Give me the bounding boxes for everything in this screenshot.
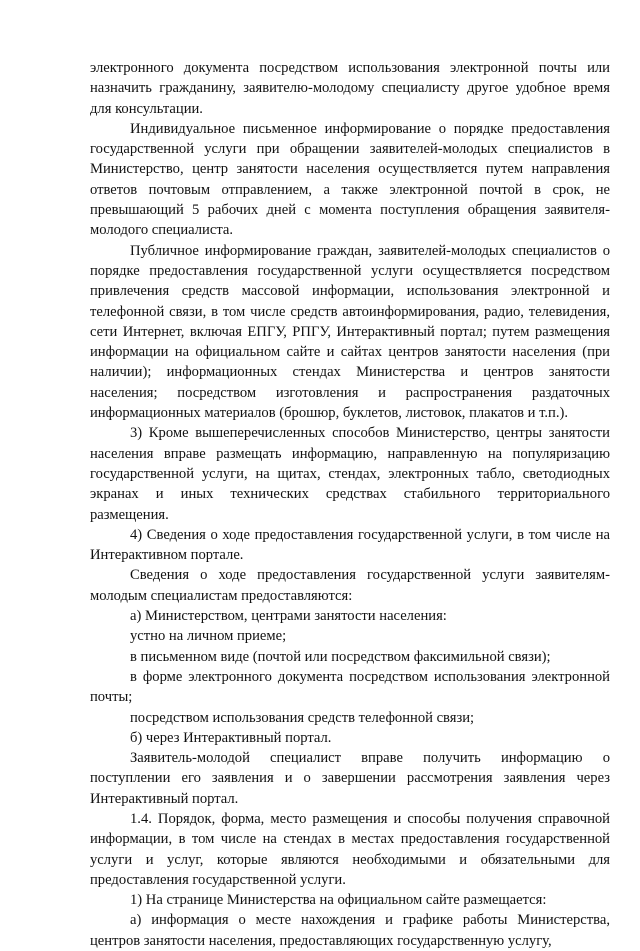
paragraph-item-1-site: 1) На странице Министерства на официальном сайте размещается: — [130, 892, 547, 909]
list-item-oral: устно на личном приеме; — [130, 628, 287, 645]
paragraph-continuation: электронного документа посредством использования электронной почты или назначить гражданину, заявителю-молодому специалисту другое удобное время для консультации. — [90, 60, 610, 117]
document-page — [90, 58, 610, 951]
paragraph-section-1-4: 1.4. Порядок, форма, место размещения и способы получения справочной информации, в том числе на стендах в местах предоставления государственной услуги и услуг, которые являются необходимыми и обязательными для предоставления государственной услуги. — [90, 810, 610, 888]
list-item-written: в письменном виде (почтой или посредством факсимильной связи); — [130, 648, 551, 665]
list-item-phone: посредством использования средств телефонной связи; — [130, 709, 475, 726]
paragraph-individual-written: Индивидуальное письменное информирование о порядке предоставления государственной услуги при обращении заявителей-молодых специалистов в Министерство, центр занятости населения осуществляется путем направления ответов почтовым отправлением, а также электронной почтой в срок, не превышающий 5 рабочих дней с момента поступления обращения заявителя-молодого специалиста. — [90, 120, 610, 239]
paragraph-applicant-right: Заявитель-молодой специалист вправе получить информацию о поступлении его заявления и о завершении рассмотрения заявления через Интерактивный портал. — [90, 750, 610, 807]
list-item-electronic: в форме электронного документа посредством использования электронной почты; — [90, 668, 610, 706]
paragraph-progress-info: Сведения о ходе предоставления государственной услуги заявителям-молодым специалистам предоставляются: — [90, 567, 610, 604]
paragraph-item-3: 3) Кроме вышеперечисленных способов Министерство, центры занятости населения вправе размещать информацию, направленную на популяризацию государственной услуги, на щитах, стендах, электронных табло, светодиодных экранах и иных технических средствах стабильного территориального размещения. — [90, 425, 610, 523]
paragraph-public-informing: Публичное информирование граждан, заявителей-молодых специалистов о порядке предоставления государственной услуги осуществляется посредством привлечения средств массовой информации, использования электронной и телефонной связи, в том числе средств автоинформирования, радио, телевидения, сети Интернет, включая ЕПГУ, РПГУ, Интерактивный портал; путем размещения информации на официальном сайте и сайтах центров занятости населения (при наличии); информационных стендах Министерства и центров занятости населения; посредством изготовления и распространения раздаточных информационных материалов (брошюр, буклетов, листовок, плакатов и т.п.). — [90, 242, 610, 422]
list-item-a: а) Министерством, центрами занятости населения: — [130, 608, 447, 625]
paragraph-item-4: 4) Сведения о ходе предоставления государственной услуги, в том числе на Интерактивном портале. — [90, 526, 610, 564]
list-item-b: б) через Интерактивный портал. — [130, 729, 332, 746]
paragraph-item-a-location: а) информация о месте нахождения и графике работы Министерства, центров занятости населения, предоставляющих государственную услугу, — [90, 912, 610, 949]
